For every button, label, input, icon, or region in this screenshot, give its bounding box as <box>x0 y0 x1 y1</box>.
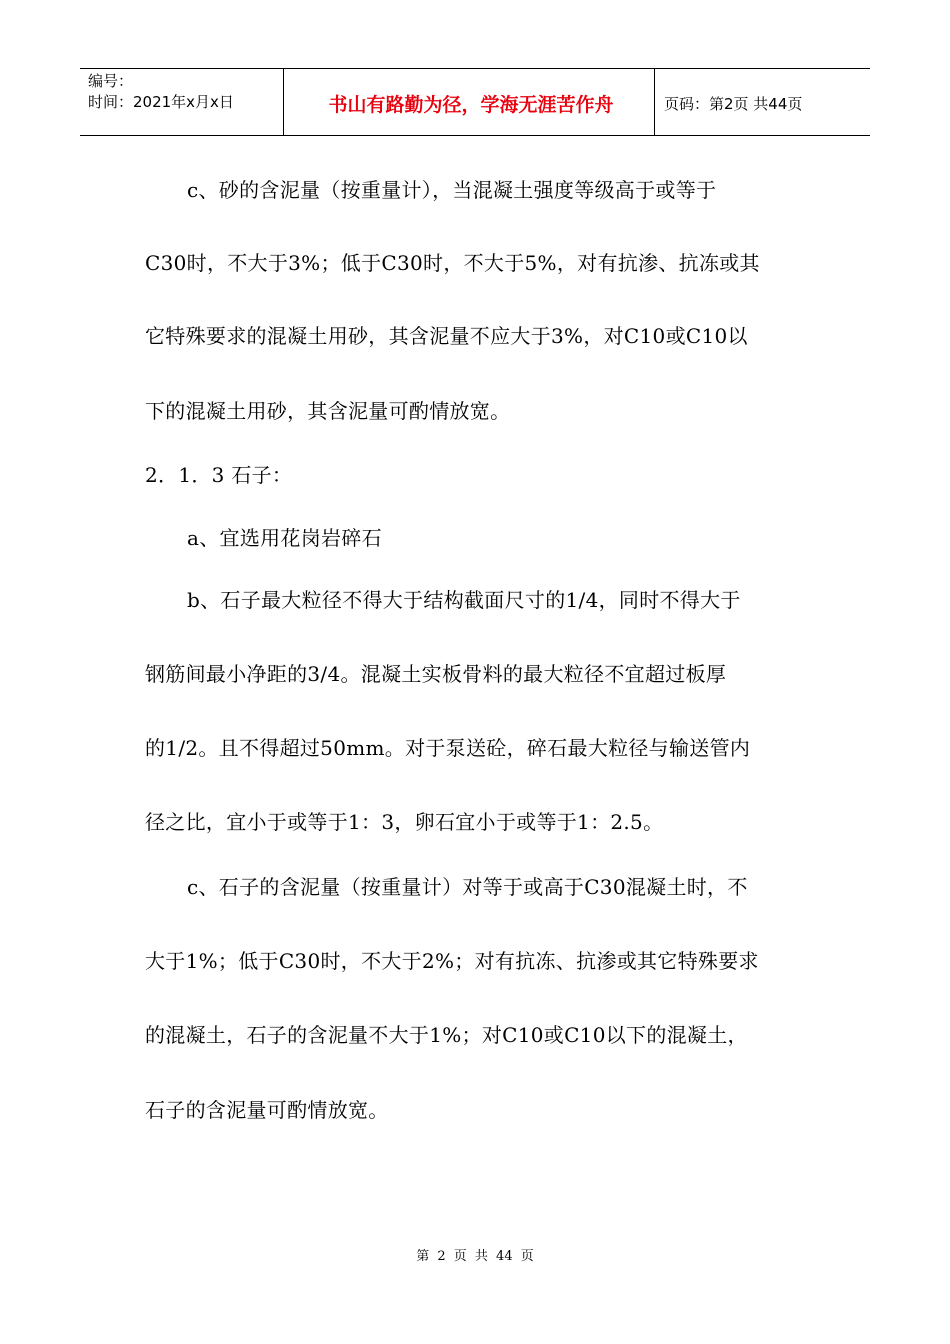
paragraph-line: 它特殊要求的混凝土用砂，其含泥量不应大于3%，对C10或C10以 <box>145 324 748 348</box>
paragraph-line: a、宜选用花岗岩碎石 <box>187 526 382 550</box>
paragraph-line: c、石子的含泥量（按重量计）对等于或高于C30混凝土时，不 <box>187 875 748 899</box>
section-heading: 2．1．3 石子： <box>145 463 293 487</box>
page-header <box>80 68 870 136</box>
header-page-number: 页码：第2页 共44页 <box>664 95 803 113</box>
paragraph-line: b、石子最大粒径不得大于结构截面尺寸的1/4，同时不得大于 <box>187 588 741 612</box>
paragraph-line: 石子的含泥量可酌情放宽。 <box>145 1098 389 1122</box>
paragraph-line: 的混凝土，石子的含泥量不大于1%；对C10或C10以下的混凝土， <box>145 1023 748 1047</box>
header-motto: 书山有路勤为径，学海无涯苦作舟 <box>328 94 614 116</box>
page-footer: 第 2 页 共 44 页 <box>416 1249 534 1264</box>
header-number: 编号： <box>88 72 134 90</box>
paragraph-line: 的1/2。且不得超过50mm。对于泵送砼，碎石最大粒径与输送管内 <box>145 736 751 760</box>
paragraph-line: 下的混凝土用砂，其含泥量可酌情放宽。 <box>145 399 511 423</box>
paragraph-line: C30时，不大于3%；低于C30时，不大于5%，对有抗渗、抗冻或其 <box>145 251 760 275</box>
header-date: 时间：2021年x月x日 <box>88 93 234 111</box>
paragraph-line: 钢筋间最小净距的3/4。混凝土实板骨料的最大粒径不宜超过板厚 <box>145 662 727 686</box>
header-meta <box>88 71 234 113</box>
paragraph-line: c、砂的含泥量（按重量计），当混凝土强度等级高于或等于 <box>187 178 717 202</box>
header-divider-left <box>283 69 284 136</box>
paragraph-line: 径之比，宜小于或等于1：3，卵石宜小于或等于1：2.5。 <box>145 810 664 834</box>
paragraph-line: 大于1%；低于C30时，不大于2%；对有抗冻、抗渗或其它特殊要求 <box>145 949 759 973</box>
